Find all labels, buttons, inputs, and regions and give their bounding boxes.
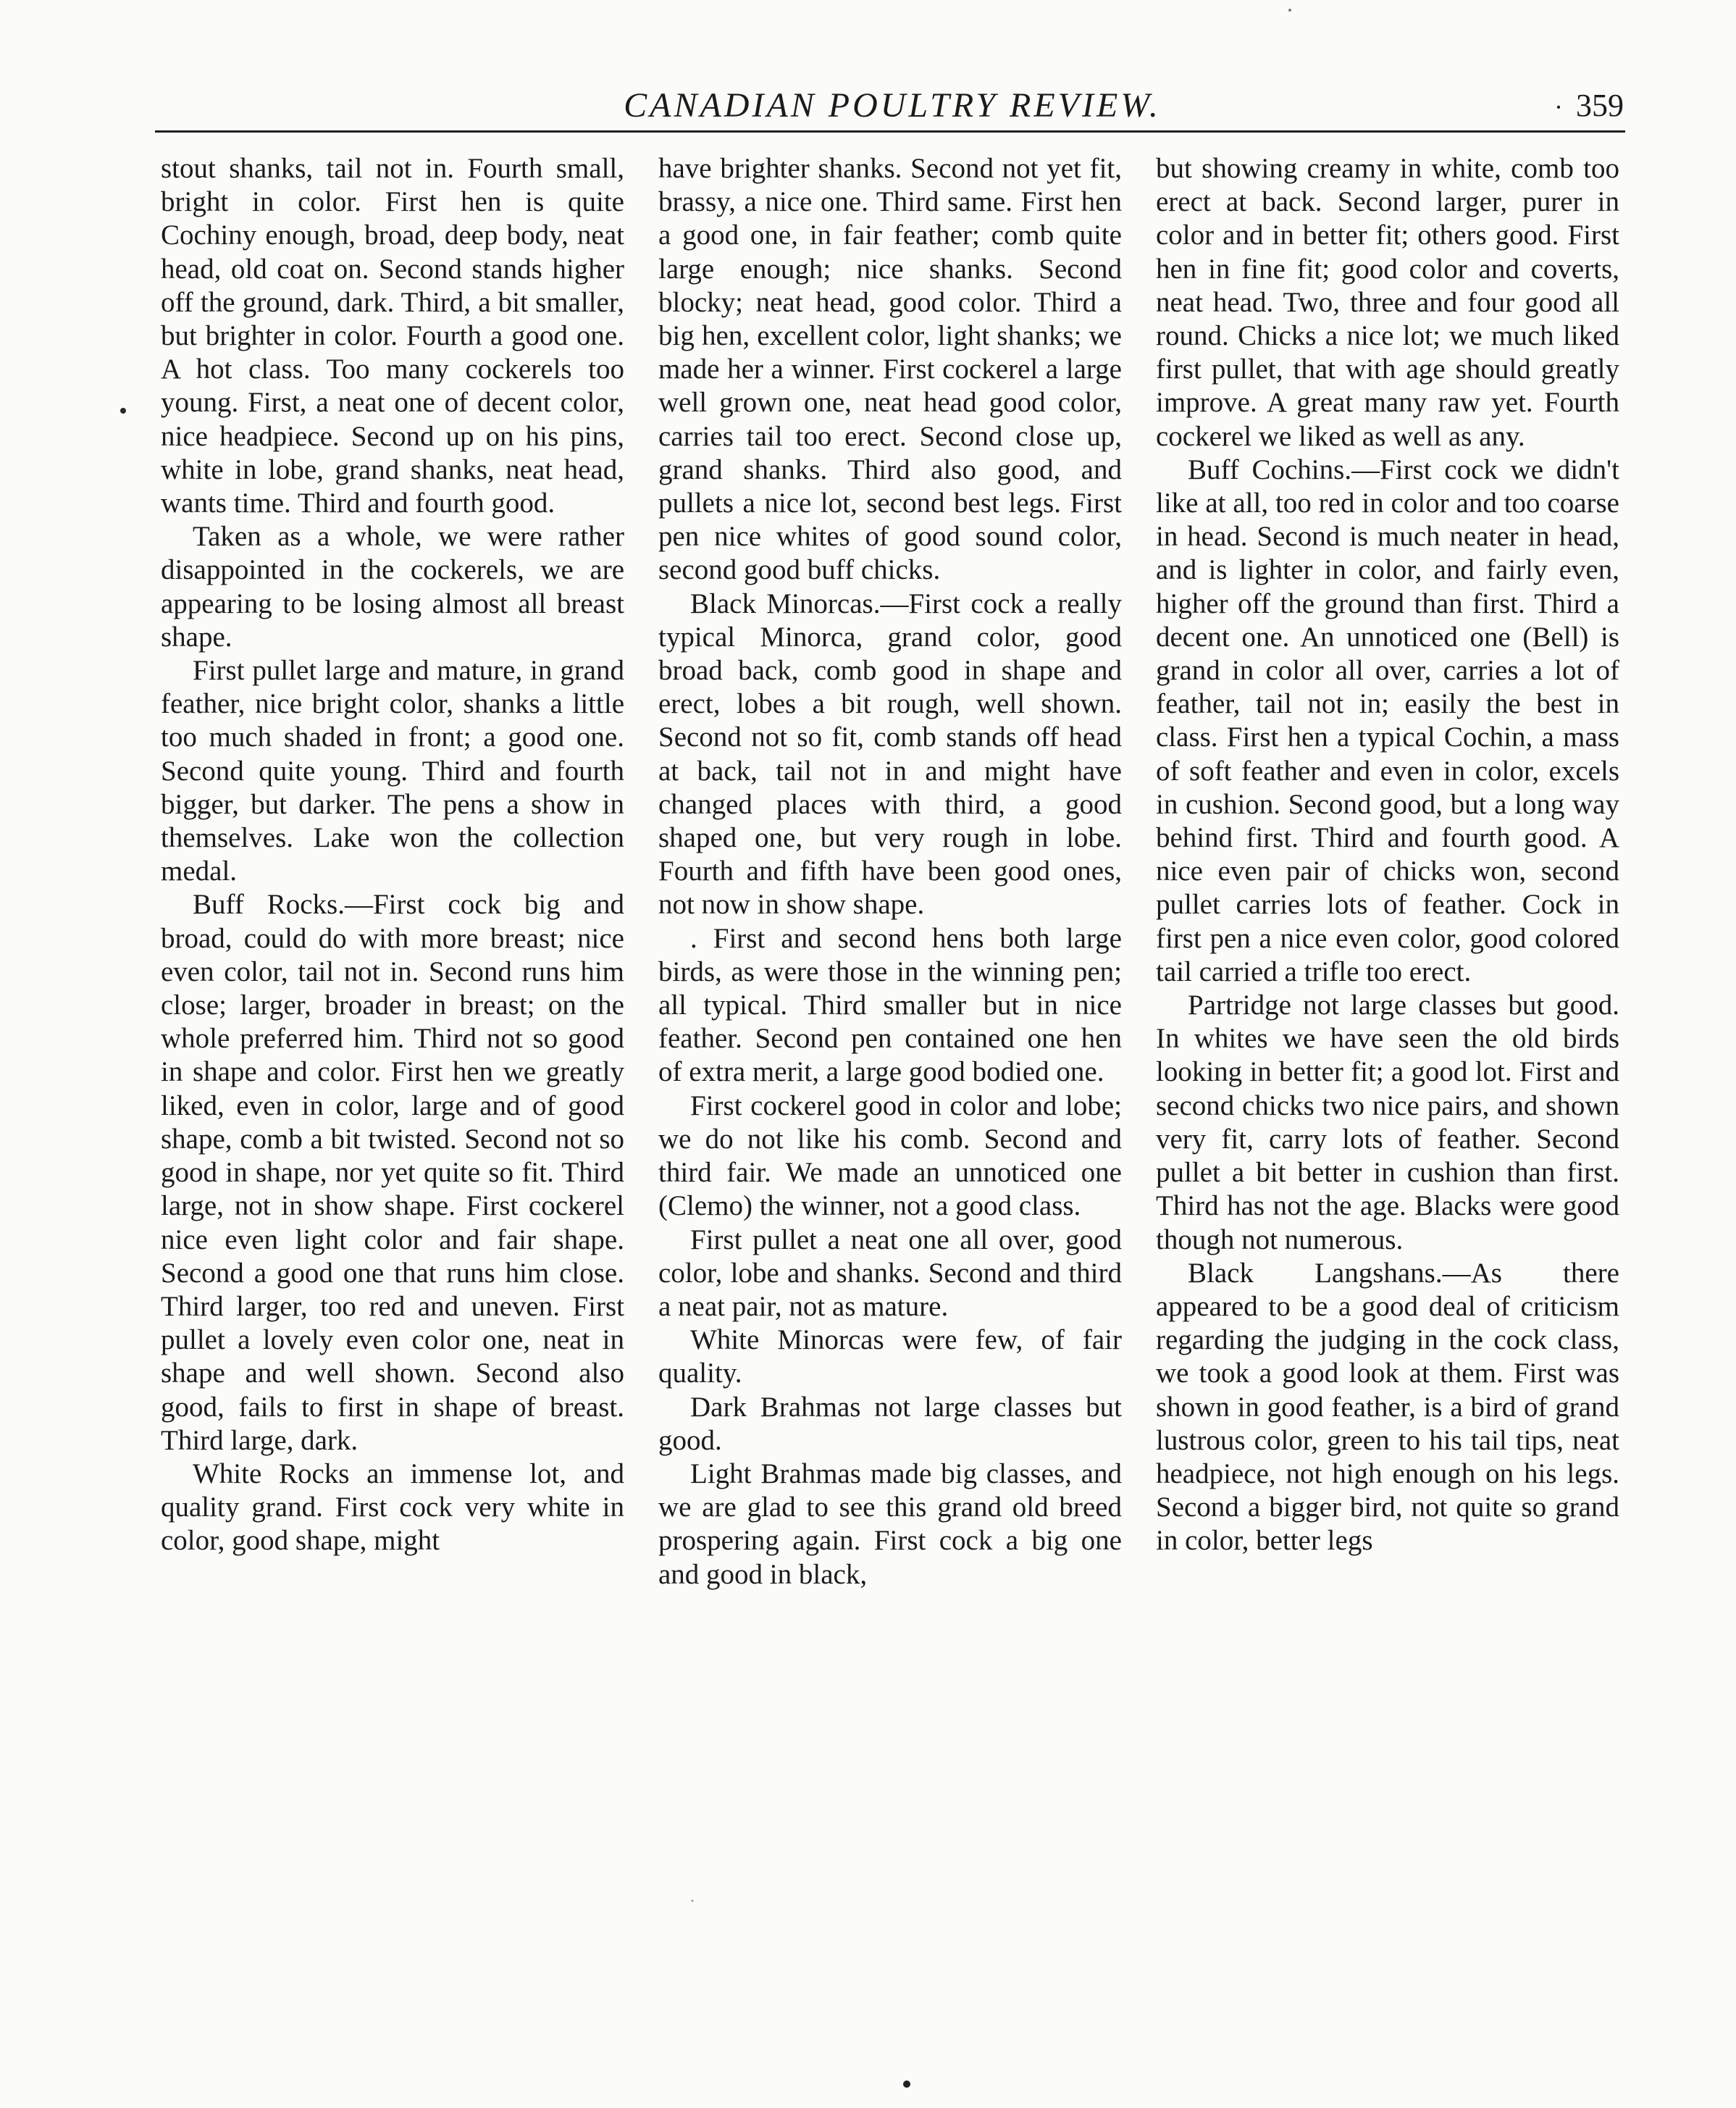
page-number: · 359 <box>1554 87 1624 126</box>
print-speck <box>1288 9 1291 12</box>
paragraph: First pullet large and mature, in grand feather, nice bright color, shanks a little too much shaded in front; a good one. Second quite young. Third and fourth bigger, but darker. The pens a show in themselves. Lake won the collection medal. <box>161 655 624 887</box>
print-speck <box>903 2080 910 2088</box>
print-speck <box>692 1900 694 1902</box>
paragraph: stout shanks, tail not in. Fourth small, bright in color. First hen is quite Cochiny enough, broad, deep body, neat head, old coat on. Second stands higher off the ground, dark. Third, a bit smaller, but brighter in color. Fourth a good one. A hot class. Too many cockerels too young. First, a neat one of decent color, nice headpiece. Second up on his pins, white in lobe, grand shanks, neat head, wants time. Third and fourth good. <box>161 153 624 519</box>
paragraph: Buff Cochins.—First cock we didn't like at all, too red in color and too coarse in head. Second is much neater in head, and is lighter in color, and fairly even, higher off the ground than first. Third a decent one. An unnoticed one (Bell) is grand in color all over, carries a lot of feather, tail not in; easily the best in class. First hen a typical Cochin, a mass of soft feather and even in color, excels in cushion. Second good, but a long way behind first. Third and fourth good. A nice even pair of chicks won, second pullet carries lots of feather. Cock in first pen a nice even color, good colored tail carried a trifle too erect. <box>1156 453 1619 987</box>
paragraph: . First and second hens both large birds, as were those in the winning pen; all typical. Third smaller but in nice feather. Second pen contained one hen of extra merit, a large good bodied one. <box>658 922 1122 1088</box>
paragraph: have brighter shanks. Second not yet fit, brassy, a nice one. Third same. First hen a good one, in fair feather; comb quite large enough; nice shanks. Second blocky; neat head, good color. Third a big hen, excellent color, light shanks; we made her a winner. First cockerel a large well grown one, neat head good color, carries tail too erect. Second close up, grand shanks. Third also good, and pullets a nice lot, second best legs. First pen nice whites of good sound color, second good buff chicks. <box>658 153 1122 586</box>
paragraph: Taken as a whole, we were rather disappointed in the cockerels, we are appearing to be losing almost all breast shape. <box>161 521 624 653</box>
paragraph: White Rocks an immense lot, and quality grand. First cock very white in color, good shape, might <box>161 1457 624 1557</box>
print-speck <box>120 408 126 414</box>
paragraph: Light Brahmas made big classes, and we are glad to see this grand old breed prospering again. First cock a big one and good in black, <box>658 1457 1122 1590</box>
paragraph: First cockerel good in color and lobe; we do not like his comb. Second and third fair. We made an unnoticed one (Clemo) the winner, not a good class. <box>658 1089 1122 1222</box>
paragraph: but showing creamy in white, comb too erect at back. Second larger, purer in color and in better fit; others good. First hen in fine fit; good color and coverts, neat head. Two, three and four good all round. Chicks a nice lot; we much liked first pullet, that with age should greatly improve. A great many raw yet. Fourth cockerel we liked as well as any. <box>1156 153 1619 452</box>
paragraph: Black Minorcas.—First cock a really typical Minorca, grand color, good broad back, comb good in shape and erect, lobes a bit rough, well shown. Second not so fit, comb stands off head at back, tail not in and might have changed places with third, a good shaped one, but very rough in lobe. Fourth and fifth have been good ones, not now in show shape. <box>658 587 1122 921</box>
paragraph: Buff Rocks.—First cock big and broad, could do with more breast; nice even color, tail not in. Second runs him close; larger, broader in breast; on the whole preferred him. Third not so good in shape and color. First hen we greatly liked, even in color, large and of good shape, comb a bit twisted. Second not so good in shape, nor yet quite so fit. Third large, not in show shape. First cockerel nice even light color and fair shape. Second a good one that runs him close. Third larger, too red and uneven. First pullet a lovely even color one, neat in shape and well shown. Second also good, fails to first in shape of breast. Third large, dark. <box>161 889 624 1456</box>
paragraph: White Minorcas were few, of fair quality. <box>658 1324 1122 1389</box>
paragraph: Black Langshans.—As there appeared to be a good deal of criticism regarding the judging in the cock class, we took a good look at them. First was shown in good feather, is a bird of grand lustrous color, green to his tail tips, neat headpiece, not high enough on his legs. Second a bigger bird, not quite so grand in color, better legs <box>1156 1257 1619 1557</box>
journal-title: CANADIAN POULTRY REVIEW. <box>624 86 1161 125</box>
paragraph: Partridge not large classes but good. In whites we have seen the old birds looking in better fit; a good lot. First and second chicks two nice pairs, and shown very fit, carry lots of feather. Second pullet a bit better in cushion than first. Third has not the age. Blacks were good though not numerous. <box>1156 990 1619 1255</box>
paragraph: Dark Brahmas not large classes but good. <box>658 1391 1122 1456</box>
paragraph: First pullet a neat one all over, good color, lobe and shanks. Second and third a neat pair, not as mature. <box>658 1224 1122 1322</box>
